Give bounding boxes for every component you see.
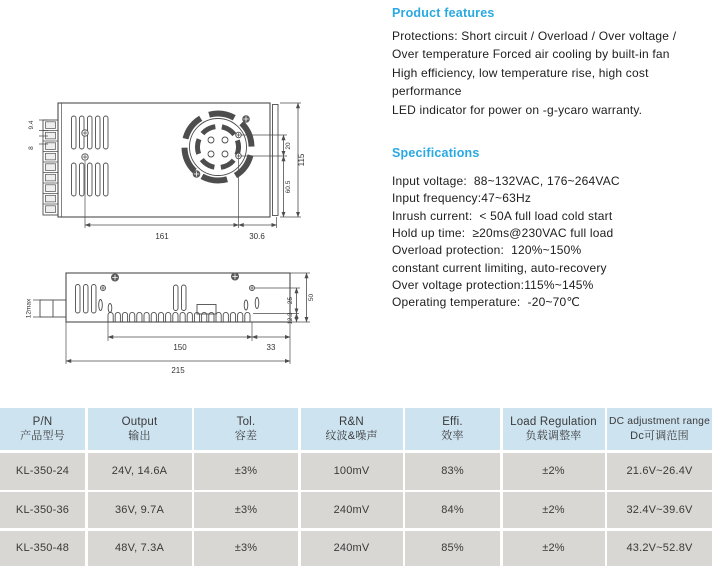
dim-150: 150	[173, 343, 187, 352]
table-cell-model: KL-350-48	[0, 531, 85, 566]
dim-115: 115	[297, 153, 306, 167]
dim-33: 33	[266, 343, 276, 352]
specifications-heading: Specifications	[392, 146, 480, 161]
feature-line: Protections: Short circuit / Overload / Over voltage /	[392, 29, 677, 43]
dim-161: 161	[155, 232, 169, 241]
feature-line: High efficiency, low temperature rise, high cost	[392, 65, 649, 80]
mounting-rail-teeth	[108, 312, 250, 322]
header-cell-output: Output 输出	[88, 408, 192, 450]
table-cell-model: KL-350-36	[0, 492, 85, 528]
dim-30-6: 30.6	[249, 232, 265, 241]
side-screws	[101, 273, 255, 291]
header-cell-dc-adjustment-range: DC adjustment range Dc可调范围	[607, 408, 712, 450]
spec-line: Input frequency:47~63Hz	[392, 191, 532, 206]
header-cell-tolerance: Tol. 容差	[194, 408, 298, 450]
table-cell-load-regulation: ±2%	[503, 453, 605, 490]
feature-line: performance	[392, 84, 462, 99]
vent-slots	[72, 116, 109, 196]
spec-line: Over voltage protection:115%~145%	[392, 277, 594, 292]
table-cell-ripple: 100mV	[301, 453, 403, 490]
spec-line: Operating temperature: -20~70℃	[392, 295, 581, 310]
table-cell-efficiency: 83%	[405, 453, 500, 490]
specifications-section	[392, 146, 708, 311]
table-cell-efficiency: 85%	[405, 531, 500, 566]
dimension-drawings	[0, 0, 400, 400]
table-cell-tolerance: ±3%	[194, 453, 298, 490]
dim-12max: 12max	[25, 298, 33, 319]
table-cell-load-regulation: ±2%	[503, 492, 605, 528]
header-cell-ripple-noise: R&N 纹波&噪声	[301, 408, 403, 450]
dim-20: 20	[285, 142, 292, 150]
table-cell-tolerance: ±3%	[194, 492, 298, 528]
header-cell-efficiency: Effi. 效率	[405, 408, 500, 450]
terminal-block	[43, 120, 58, 215]
top-view-dimensions	[28, 103, 306, 241]
side-view-drawing	[26, 273, 316, 376]
spec-line: constant current limiting, auto-recovery	[392, 260, 607, 275]
dim-50: 50	[308, 293, 315, 302]
table-cell-model: KL-350-24	[0, 453, 85, 490]
spec-line: Inrush current: < 50A full load cold start	[392, 208, 613, 223]
spec-line: Hold up time: ≥20ms@230VAC full load	[392, 225, 614, 240]
dim-60-5: 60.5	[285, 180, 292, 194]
table-cell-output: 24V, 14.6A	[88, 453, 192, 490]
table-cell-tolerance: ±3%	[194, 531, 298, 566]
table-cell-dc-range: 21.6V~26.4V	[607, 453, 712, 490]
table-cell-efficiency: 84%	[405, 492, 500, 528]
dim-25: 25	[287, 296, 294, 305]
table-cell-output: 36V, 9.7A	[88, 492, 192, 528]
feature-line: LED indicator for power on -g-ycaro warranty.	[392, 102, 643, 117]
table-cell-output: 48V, 7.3A	[88, 531, 192, 566]
product-features-heading: Product features	[392, 6, 495, 20]
right-text-column	[392, 6, 708, 311]
table-cell-ripple: 240mV	[301, 531, 403, 566]
header-cell-pn: P/N 产品型号	[0, 408, 85, 450]
dim-12-3: 12.3	[288, 312, 294, 325]
model-spec-table	[0, 408, 712, 566]
top-view-drawing	[28, 103, 306, 241]
dim-215: 215	[171, 366, 185, 375]
spec-line: Input voltage: 88~132VAC, 176~264VAC	[392, 174, 620, 189]
case-flange	[273, 105, 279, 216]
dim-8: 8	[28, 146, 35, 150]
input-connector	[26, 298, 67, 318]
table-cell-load-regulation: ±2%	[503, 531, 605, 566]
dim-9-4: 9.4	[28, 120, 35, 130]
table-cell-ripple: 240mV	[301, 492, 403, 528]
table-cell-dc-range: 32.4V~39.6V	[607, 492, 712, 528]
feature-line: Over temperature Forced air cooling by built-in fan	[392, 47, 670, 62]
spec-line: Overload protection: 120%~150%	[392, 243, 582, 258]
table-cell-dc-range: 43.2V~52.8V	[607, 531, 712, 566]
header-cell-load-regulation: Load Regulation 负载调整率	[503, 408, 605, 450]
product-features-section	[392, 6, 708, 119]
